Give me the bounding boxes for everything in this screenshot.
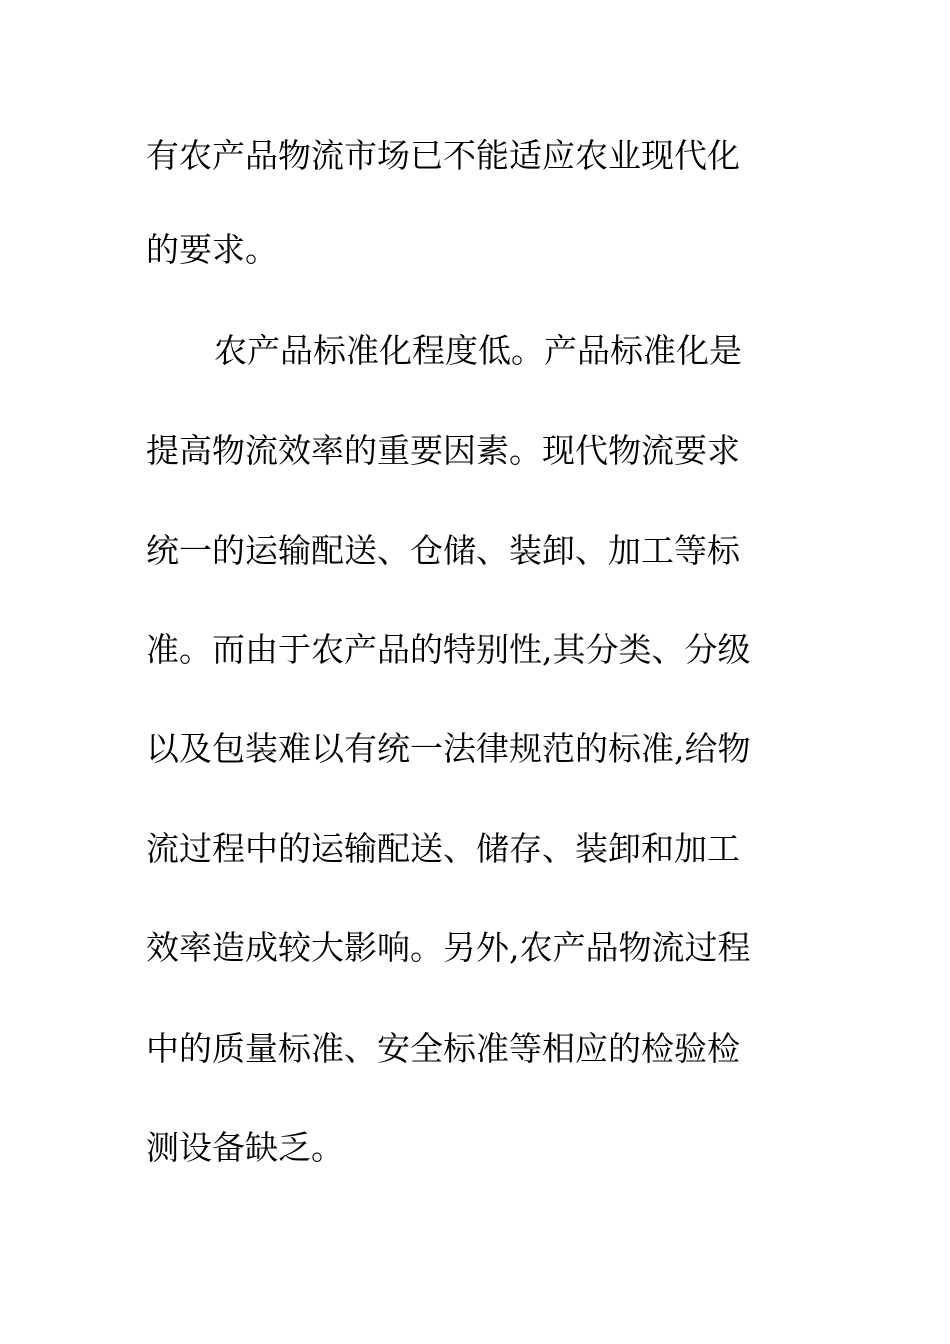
text-line-9: 效率造成较大影响。另外,农产品物流过程 (146, 928, 751, 967)
text-line-8: 流过程中的运输配送、储存、装卸和加工 (146, 829, 740, 868)
text-line-4: 提高物流效率的重要因素。现代物流要求 (146, 431, 740, 470)
paragraph-first-line: 农产品标准化程度低。产品标准化是 (214, 331, 742, 370)
text-line-1: 有农产品物流市场已不能适应农业现代化 (146, 136, 740, 175)
text-line-11: 测设备缺乏。 (146, 1128, 344, 1167)
text-line-2: 的要求。 (146, 230, 278, 269)
text-line-5: 统一的运输配送、仓储、装卸、加工等标 (146, 531, 740, 570)
text-line-6: 准。而由于农产品的特别性,其分类、分级 (146, 630, 751, 669)
text-line-10: 中的质量标准、安全标准等相应的检验检 (146, 1029, 740, 1068)
text-line-7: 以及包装难以有统一法律规范的标准,给物 (146, 729, 751, 768)
